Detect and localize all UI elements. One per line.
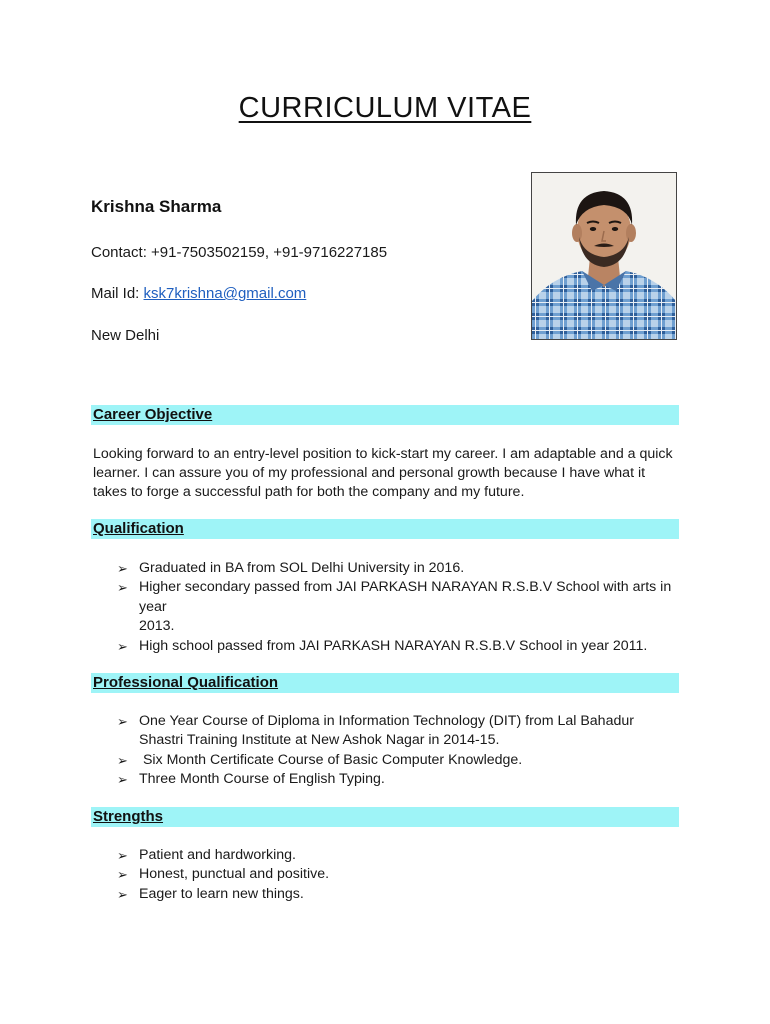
career-objective-bar [91, 405, 679, 425]
list-item-text: Graduated in BA from SOL Delhi University in 2016. [139, 560, 465, 576]
arrow-bullet-icon: ➢ [117, 772, 128, 788]
list-item [117, 712, 679, 751]
email-link[interactable]: ksk7krishna@gmail.com [143, 285, 307, 302]
arrow-bullet-icon: ➢ [117, 886, 128, 902]
list-item-text: High school passed from JAI PARKASH NARAYAN R.S.B.V School in year 2011. [139, 637, 648, 654]
arrow-bullet-icon: ➢ [117, 867, 128, 883]
mail-label: Mail Id: [91, 285, 144, 302]
arrow-bullet-icon: ➢ [117, 580, 128, 596]
arrow-bullet-icon: ➢ [117, 638, 128, 654]
list-item [117, 885, 679, 904]
mail-line [91, 285, 306, 302]
arrow-bullet-icon: ➢ [117, 714, 128, 729]
profile-photo [531, 172, 677, 340]
professional-qualification-bar [91, 673, 679, 693]
list-item-text: Honest, punctual and positive. [139, 866, 330, 883]
list-item [117, 578, 679, 636]
strengths-heading: Strengths [93, 808, 164, 825]
list-item-text: Three Month Course of English Typing. [139, 771, 385, 788]
profile-photo-image [532, 173, 676, 339]
strengths-list [117, 846, 679, 904]
qualification-list [117, 559, 679, 656]
list-item [117, 559, 679, 578]
strengths-bar [91, 807, 679, 827]
list-item-text: Eager to learn new things. [139, 885, 304, 902]
career-objective-text: Looking forward to an entry-level position to kick-start my career. I am adaptable and a quick learner. I can assure you of my professional and personal growth because I have what it takes to forge a successful path for both the company and my future. [93, 446, 673, 500]
list-item [117, 637, 679, 656]
list-item-text: Patient and hardworking. [139, 847, 296, 863]
professional-qualification-heading: Professional Qualification [93, 674, 279, 691]
list-item [117, 770, 679, 789]
city: New Delhi [91, 327, 160, 344]
professional-qualification-list [117, 712, 679, 790]
list-item-text: Higher secondary passed from JAI PARKASH NARAYAN R.S.B.V School with arts in year 2013. [139, 579, 672, 635]
arrow-bullet-icon: ➢ [117, 561, 128, 576]
list-item [117, 846, 679, 865]
candidate-name: Krishna Sharma [91, 197, 222, 216]
qualification-bar [91, 519, 679, 539]
arrow-bullet-icon: ➢ [117, 848, 128, 863]
contact-numbers: Contact: +91-7503502159, +91-9716227185 [91, 244, 388, 261]
list-item-text: One Year Course of Diploma in Information Technology (DIT) from Lal Bahadur Shastri Training Institute at New Ashok Nagar in 2014-15. [139, 713, 634, 749]
arrow-bullet-icon: ➢ [117, 752, 128, 768]
list-item [117, 865, 679, 884]
career-objective-heading: Career Objective [93, 406, 213, 423]
list-item-text: Six Month Certificate Course of Basic Computer Knowledge. [139, 751, 523, 768]
page-title: CURRICULUM VITAE [238, 92, 532, 124]
qualification-heading: Qualification [93, 520, 184, 537]
list-item [117, 751, 679, 770]
